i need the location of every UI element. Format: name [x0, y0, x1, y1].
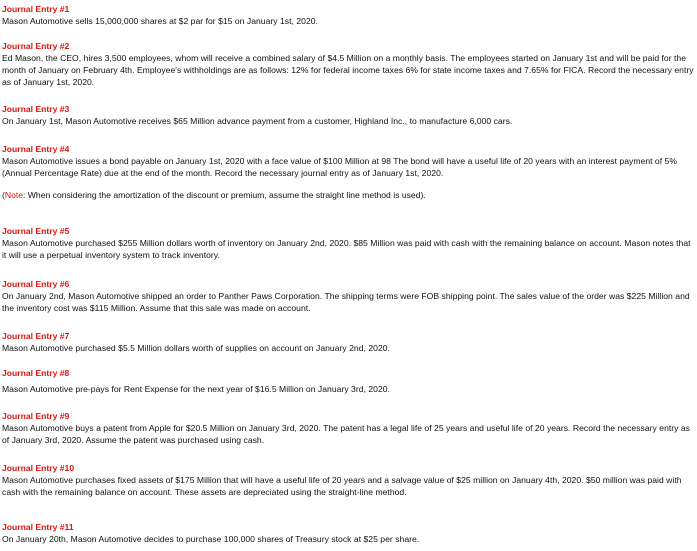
- entry-text: Mason Automotive purchased $5.5 Million dollars worth of supplies on account on January 2nd, 2020.: [2, 343, 390, 353]
- entry-title: Journal Entry #3: [2, 104, 70, 114]
- entry-title: Journal Entry #9: [2, 411, 70, 421]
- entry-text: Mason Automotive pre-pays for Rent Expense for the next year of $16.5 Million on January 3rd, 2020.: [2, 384, 390, 394]
- journal-entry-3: [2, 104, 512, 127]
- entry-text: Mason Automotive sells 15,000,000 shares at $2 par for $15 on January 1st, 2020.: [2, 16, 318, 26]
- entry-title: Journal Entry #1: [2, 4, 70, 14]
- entry-text: Mason Automotive issues a bond payable on January 1st, 2020 with a face value of $100 Million at 98 The bond will have a useful life of 20 years with an interest payment of 5% (Annual Percentage Rate) due at the end of the month. Record the necessary journal entry as of January 1st, 2020.: [2, 156, 678, 178]
- entry-text: Mason Automotive purchased $255 Million dollars worth of inventory on January 2nd, 2020. $85 Million was paid with cash with the remaining balance on account. Mason notes that it will use a perpetual inventory system to track inventory.: [2, 238, 691, 260]
- entry-text: On January 1st, Mason Automotive receives $65 Million advance payment from a customer, Highland Inc., to manufacture 6,000 cars.: [2, 116, 513, 126]
- journal-entry-2: [2, 41, 695, 88]
- entry-title: Journal Entry #2: [2, 41, 70, 51]
- entry-title: Journal Entry #11: [2, 522, 74, 532]
- journal-entry-5: [2, 226, 695, 261]
- entry-title: Journal Entry #6: [2, 279, 70, 289]
- entry-text: Ed Mason, the CEO, hires 3,500 employees, whom will receive a combined salary of $4.5 Million on a monthly basis. The employees started on January 1st and will be paid for the month of January on February 4th. Employee's withholdings are as follows: 12% for federal income taxes 6% for state income taxes and 7.65% for FICA. Record the necessary entry as of January 1st, 2020.: [2, 53, 694, 87]
- entry-text: On January 2nd, Mason Automotive shipped an order to Panther Paws Corporation. The shipping terms were FOB shipping point. The sales value of the order was $225 Million and the inventory cost was $115 Million. Assume that this sale was made on account.: [2, 291, 690, 313]
- note-label: Note: [4, 190, 24, 200]
- entry-title: Journal Entry #10: [2, 463, 75, 473]
- journal-entry-1: [2, 4, 318, 27]
- journal-entry-9: [2, 411, 695, 446]
- journal-entry-6: [2, 279, 695, 314]
- journal-entry-10: [2, 463, 695, 498]
- note-open-paren: (: [2, 190, 5, 200]
- entry-text: Mason Automotive buys a patent from Apple for $20.5 Million on January 3rd, 2020. The patent has a legal life of 25 years and useful life of 20 years. Record the necessary entry as of January 3rd, 2020. Assume the patent was purchased using cash.: [2, 423, 690, 445]
- entry-text: Mason Automotive purchases fixed assets of $175 Million that will have a useful life of 20 years and a salvage value of $25 million on January 4th, 2020. $50 million was paid with cash with the remaining balance on account. These assets are depreciated using the straight-line method.: [2, 475, 682, 497]
- entry-title: Journal Entry #4: [2, 144, 70, 154]
- entry-note: [2, 189, 695, 201]
- note-text: : When considering the amortization of the discount or premium, assume the straight line method is used).: [23, 190, 426, 200]
- journal-entry-8: [2, 368, 390, 395]
- journal-entry-7: [2, 331, 390, 354]
- entry-title: Journal Entry #7: [2, 331, 70, 341]
- entry-title: Journal Entry #5: [2, 226, 70, 236]
- journal-entry-4: [2, 144, 695, 201]
- journal-entry-11: [2, 522, 419, 545]
- entry-title: Journal Entry #8: [2, 368, 70, 378]
- entry-text: On January 20th, Mason Automotive decides to purchase 100,000 shares of Treasury stock at $25 per share.: [2, 534, 420, 544]
